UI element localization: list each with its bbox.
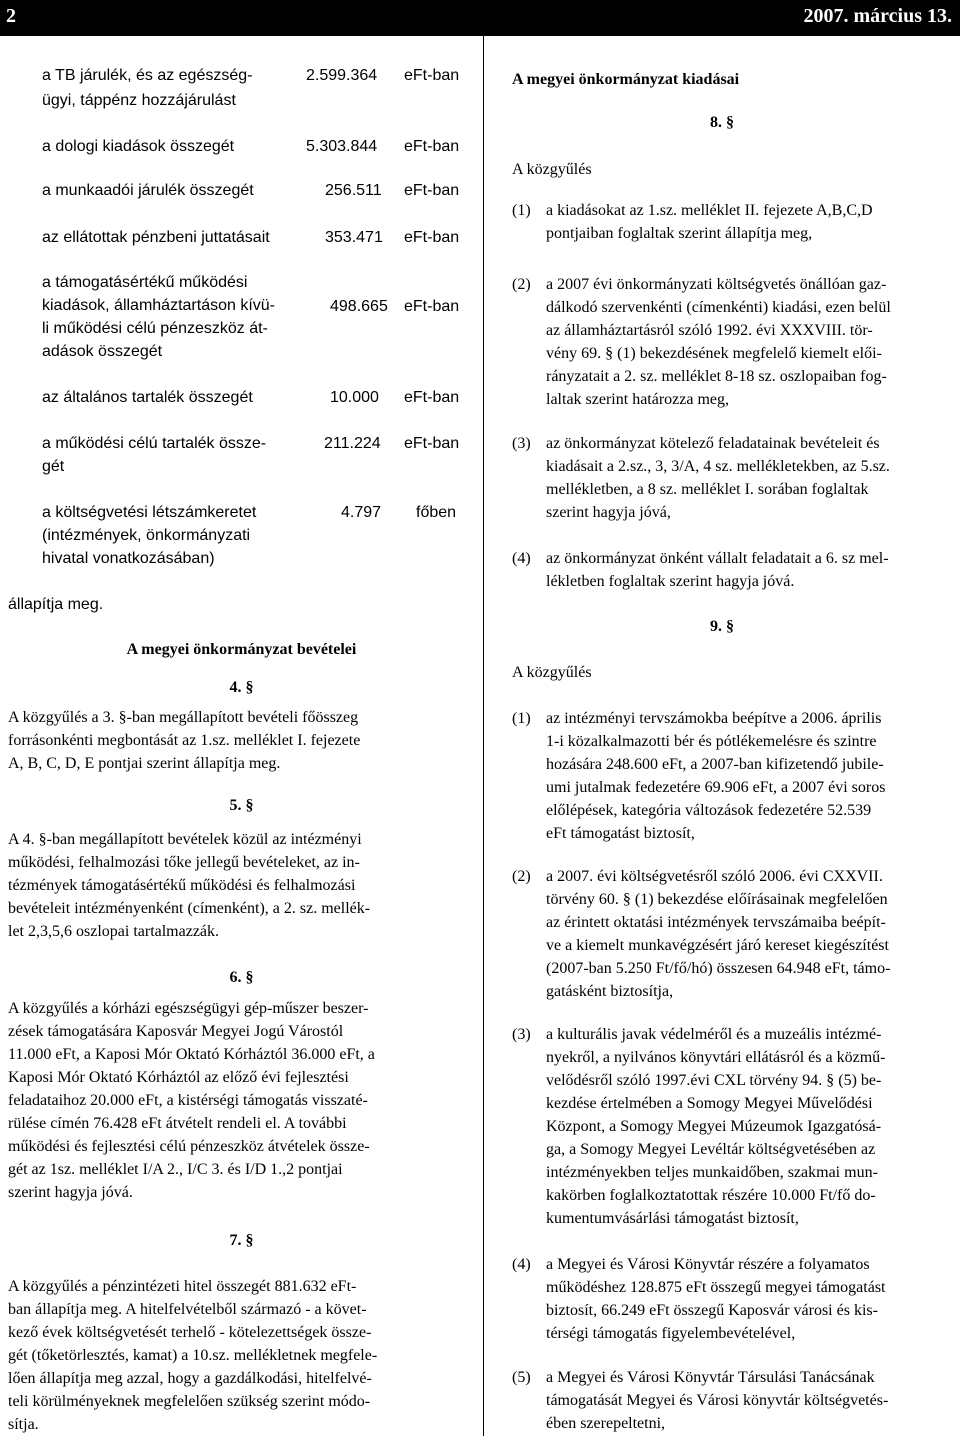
table-closing: állapítja meg. xyxy=(8,596,104,613)
issue-date: 2007. március 13. xyxy=(803,5,952,27)
text-line: A közgyűlés a 3. §-ban megállapított bevételi főösszeg xyxy=(8,709,359,726)
text-line: az önkormányzat kötelező feladatainak bevételeit és xyxy=(546,435,880,452)
text-line: bevételeit intézményenként (címenként), a 2. sz. mellék- xyxy=(8,900,371,917)
text-line: kezdése értelmében a Somogy Megyei Művelődési xyxy=(546,1095,873,1112)
text-line: a Megyei és Városi Könyvtár Társulási Tanácsának xyxy=(546,1369,875,1386)
section-number: 7. § xyxy=(229,1232,254,1249)
text-line: pontjaiban foglaltak szerint állapítja meg, xyxy=(546,225,813,242)
table-row-unit: főben xyxy=(416,504,457,521)
text-line: rányzatait a 2. sz. melléklet 8-18 sz. oszlopaiban fog- xyxy=(546,368,887,385)
section-7-body xyxy=(8,1277,474,1435)
text-line: ében szerepeltetni, xyxy=(546,1415,666,1432)
text-line: kező évek költségvetését terhelő - kötelezettségek össze- xyxy=(8,1324,372,1341)
text-line: tézmények támogatásértékű működési és felhalmozási xyxy=(8,877,356,894)
text-line: A 4. §-ban megállapított bevételek közül az intézményi xyxy=(8,831,362,848)
text-line: térségi támogatás figyelembevételével, xyxy=(546,1325,796,1342)
text-line: forrásonkénti megbontását az 1.sz. melléklet I. fejezete xyxy=(8,732,361,749)
sec9-item-4 xyxy=(512,1255,956,1345)
section-5-body xyxy=(8,830,474,942)
text-line: Központ, a Somogy Megyei Múzeumok Igazgatósá- xyxy=(546,1118,882,1135)
text-line: az intézményi tervszámokba beépítve a 2006. április xyxy=(546,710,882,727)
text-line: kiadásait a 2.sz., 3, 3/A, 4 sz. mellékletekben, az 5.sz. xyxy=(546,458,890,475)
text-line: laltak szerint határozza meg, xyxy=(546,391,730,408)
text-line: ve a kiemelt munkavégzésért járó kereset kiegészítést xyxy=(546,937,889,954)
section-number: 4. § xyxy=(229,679,254,696)
table-row-amount: 498.665 xyxy=(330,298,388,315)
text-line: mellékletben, a 8 sz. melléklet I. sorában foglaltak xyxy=(546,481,869,498)
table-row-unit: eFt-ban xyxy=(404,298,460,315)
item-number: (3) xyxy=(512,435,531,452)
sec9-item-5 xyxy=(512,1368,956,1434)
text-line: velődésről szóló 1997.évi CXL törvény 94. § (5) be- xyxy=(546,1072,882,1089)
text-line: gatásként biztosítja, xyxy=(546,983,674,1000)
page-number: 2 xyxy=(6,5,16,27)
text-line: ban állapítja meg. A hitelfelvételből származó - a követ- xyxy=(8,1301,367,1318)
text-line: működési és fejlesztési célú pénzeszköz átvételek össze- xyxy=(8,1138,370,1155)
text-line: a kiadásokat az 1.sz. melléklet II. fejezete A,B,C,D xyxy=(546,202,873,219)
table-row-amount: 256.511 xyxy=(325,182,382,199)
text-line: sítja. xyxy=(8,1416,39,1433)
table-row-label: kiadások, államháztartáson kívü- xyxy=(42,297,275,314)
text-line: előlépések, kategória változások fedezetére 52.539 xyxy=(546,802,872,819)
table-row-label: a TB járulék, és az egészség- xyxy=(42,67,253,84)
table-row-label: adások összegét xyxy=(42,343,163,360)
section-heading-revenue: A megyei önkormányzat bevételei xyxy=(126,641,357,658)
sec9-item-2 xyxy=(512,867,956,1003)
text-line: dálkodó szervenkénti (címenkénti) kiadási, ezen belül xyxy=(546,299,891,316)
table-row-unit: eFt-ban xyxy=(404,435,460,452)
text-line: let 2,3,5,6 oszlopai tartalmazzák. xyxy=(8,923,220,940)
text-line: gét (tőketörlesztés, kamat) a 10.sz. mellékletnek megfele- xyxy=(8,1347,378,1364)
text-line: kakörben foglalkoztatottak részére 10.000 Ft/fő do- xyxy=(546,1187,876,1204)
text-line: A közgyűlés a kórházi egészségügyi gép-műszer beszer- xyxy=(8,1000,369,1017)
text-line: a Megyei és Városi Könyvtár részére a folyamatos xyxy=(546,1256,870,1273)
subject-label: A közgyűlés xyxy=(512,664,592,681)
page-header xyxy=(0,0,960,36)
text-line: teli körülményeknek megfelelően szükség szerint módo- xyxy=(8,1393,371,1410)
table-row-label: a dologi kiadások összegét xyxy=(42,138,235,155)
table-row-amount: 10.000 xyxy=(330,389,379,406)
item-number: (4) xyxy=(512,550,531,567)
item-number: (3) xyxy=(512,1026,531,1043)
text-line: működéshez 128.875 eFt összegű megyei támogatást xyxy=(546,1279,886,1296)
table-row-unit: eFt-ban xyxy=(404,67,460,84)
table-row-label: az általános tartalék összegét xyxy=(42,389,253,406)
section-number: 6. § xyxy=(229,969,254,986)
table-row-amount: 4.797 xyxy=(341,504,382,521)
text-line: hozására 248.600 eFt, a 2007-ban kifizetendő jubile- xyxy=(546,756,884,773)
table-row-label: gét xyxy=(42,458,65,475)
text-line: szerint hagyja jóvá, xyxy=(546,504,671,521)
table-row-label: a támogatásértékű működési xyxy=(42,274,248,291)
section-4-body xyxy=(8,708,474,774)
table-row-label: ügyi, táppénz hozzájárulást xyxy=(42,92,236,109)
section-number: 5. § xyxy=(229,797,254,814)
table-row-unit: eFt-ban xyxy=(404,182,460,199)
text-line: a 2007 évi önkormányzati költségvetés önállóan gaz- xyxy=(546,276,887,293)
text-line: eFt támogatást biztosít, xyxy=(546,825,695,842)
text-line: A közgyűlés a pénzintézeti hitel összegét 881.632 eFt- xyxy=(8,1278,357,1295)
sec8-item-2 xyxy=(512,275,956,411)
item-number: (4) xyxy=(512,1256,531,1273)
section-number: 9. § xyxy=(710,618,734,635)
text-line: 1-i közalkalmazotti bér és pótlékemelésre és szintre xyxy=(546,733,877,750)
item-number: (2) xyxy=(512,868,531,885)
table-row-amount: 5.303.844 xyxy=(306,138,378,155)
column-divider xyxy=(483,36,484,1436)
text-line: törvény 60. § (1) bekezdése előírásainak megfelelően xyxy=(546,891,888,908)
text-line: az érintett oktatási intézmények tervszámaiba beépít- xyxy=(546,914,886,931)
table-row-label: a munkaadói járulék összegét xyxy=(42,182,254,199)
text-line: az államháztartásról szóló 1992. évi XXXVIII. tör- xyxy=(546,322,873,339)
table-row-label: az ellátottak pénzbeni juttatásait xyxy=(42,229,270,246)
table-row-label: (intézmények, önkormányzati xyxy=(42,527,251,544)
text-line: kumentumvásárlási támogatást biztosít, xyxy=(546,1210,799,1227)
table-row-label: a költségvetési létszámkeretet xyxy=(42,504,257,521)
text-line: feladataihoz 20.000 eFt, a kistérségi támogatás visszaté- xyxy=(8,1092,368,1109)
item-number: (2) xyxy=(512,276,531,293)
text-line: gét az 1sz. melléklet I/A 2., I/C 3. és I/D 1.,2 pontjai xyxy=(8,1161,343,1178)
text-line: ga, a Somogy Megyei Levéltár költségvetésében az xyxy=(546,1141,876,1158)
text-line: Kaposi Mór Oktató Kórháztól az előző évi fejlesztési xyxy=(8,1069,349,1086)
text-line: vény 69. § (1) bekezdésének megfelelő kiemelt elői- xyxy=(546,345,882,362)
text-line: A, B, C, D, E pontjai szerint állapítja meg. xyxy=(8,755,281,772)
table-row-unit: eFt-ban xyxy=(404,138,460,155)
table-row-amount: 211.224 xyxy=(324,435,381,452)
sec8-item-3 xyxy=(512,434,956,524)
text-line: (2007-ban 5.250 Ft/fő/hó) összesen 64.948 eFt, támo- xyxy=(546,960,891,977)
sec9-item-1 xyxy=(512,709,956,845)
text-line: 11.000 eFt, a Kaposi Mór Oktató Kórháztól 36.000 eFt, a xyxy=(8,1046,375,1063)
item-number: (1) xyxy=(512,202,531,219)
text-line: rülése címén 76.428 eFt átvételt rendeli el. A további xyxy=(8,1115,347,1132)
sec8-item-1 xyxy=(512,201,956,245)
table-row-label: li működési célú pénzeszköz át- xyxy=(42,320,268,337)
section-number: 8. § xyxy=(710,114,734,131)
section-6-body xyxy=(8,999,474,1203)
table-row-amount: 353.471 xyxy=(325,229,383,246)
text-line: intézményekben teljes munkaidőben, szakmai mun- xyxy=(546,1164,878,1181)
section-heading-expenses: A megyei önkormányzat kiadásai xyxy=(512,71,740,88)
text-line: működési, felhalmozási tőke jellegű bevételeket, az in- xyxy=(8,854,360,871)
text-line: lékletben foglaltak szerint hagyja jóvá. xyxy=(546,573,795,590)
item-number: (1) xyxy=(512,710,531,727)
item-number: (5) xyxy=(512,1369,531,1386)
table-row-label: a működési célú tartalék össze- xyxy=(42,435,267,452)
text-line: a kulturális javak védelméről és a muzeális intézmé- xyxy=(546,1026,882,1043)
sec8-item-4 xyxy=(512,549,956,593)
text-line: szerint hagyja jóvá. xyxy=(8,1184,133,1201)
text-line: a 2007. évi költségvetésről szóló 2006. évi CXXVII. xyxy=(546,868,883,885)
sec9-item-3 xyxy=(512,1025,956,1229)
table-row-amount: 2.599.364 xyxy=(306,67,378,84)
text-line: biztosít, 66.249 eFt összegű Kaposvár városi és kis- xyxy=(546,1302,878,1319)
table-row-label: hivatal vonatkozásában) xyxy=(42,550,215,567)
text-line: lően állapítja meg azzal, hogy a gazdálkodási, hitelfelvé- xyxy=(8,1370,372,1387)
table-row-unit: eFt-ban xyxy=(404,229,460,246)
text-line: nyekről, a nyilvános könyvtári ellátásról és a közmű- xyxy=(546,1049,886,1066)
table-row-unit: eFt-ban xyxy=(404,389,460,406)
text-line: támogatását Megyei és Városi könyvtár költségvetés- xyxy=(546,1392,889,1409)
text-line: az önkormányzat önként vállalt feladatait a 6. sz mel- xyxy=(546,550,889,567)
text-line: umi jutalmak fedezetére 69.906 eFt, a 2007 évi soros xyxy=(546,779,886,796)
text-line: zések támogatására Kaposvár Megyei Jogú Várostól xyxy=(8,1023,344,1040)
subject-label: A közgyűlés xyxy=(512,161,592,178)
